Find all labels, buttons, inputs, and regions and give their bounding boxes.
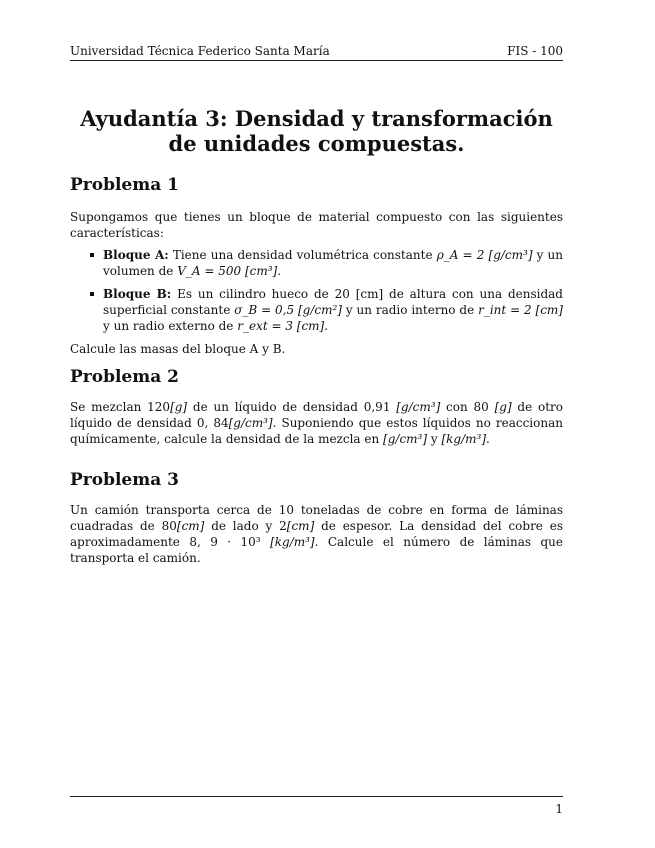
list-item-bloque-a	[70, 247, 563, 279]
bloque-b-text-4: .	[324, 319, 329, 333]
page-header	[70, 44, 563, 58]
problem-3-section	[70, 470, 563, 566]
problem-2-text-1: Se mezclan 120	[70, 400, 171, 414]
problem-3-unit-1: [cm]	[176, 519, 205, 533]
document-title: Ayudantía 3: Densidad y transformación de unidades compuestas.	[80, 106, 553, 156]
list-item-bloque-b	[70, 286, 563, 334]
bloque-b-inner-radius-formula: r_int = 2 [cm]	[478, 303, 563, 317]
problem-2-unit-4: [g/cm³]	[228, 416, 273, 430]
problem-2-text-3: con 80	[440, 400, 495, 414]
problem-3-text-4: . Calcule el número de láminas que transporta el camión.	[70, 535, 563, 565]
bloque-a-text-3: .	[277, 264, 282, 278]
bloque-a-density-formula: ρ_A = 2 [g/cm³]	[436, 248, 533, 262]
problem-3-unit-2: [cm]	[286, 519, 315, 533]
bloque-b-text-1: Es un cilindro hueco de 20 [cm] de altura con una densidad superficial constante	[103, 287, 563, 317]
problem-2-unit-6: [kg/m³]	[441, 432, 487, 446]
problem-2-text-5: . Suponiendo que estos líquidos no reaccionan químicamente, calcule la densidad de la mezcla en	[70, 416, 563, 446]
bloque-b-outer-radius-formula: r_ext = 3 [cm]	[237, 319, 325, 333]
bullet-icon	[90, 292, 94, 296]
problem-2-unit-1: [g]	[170, 400, 188, 414]
bloque-a-text-1: Tiene una densidad volumétrica constante	[172, 248, 437, 262]
bloque-b-label: Bloque B:	[103, 287, 172, 301]
problem-3-text-2: de lado y 2	[204, 519, 287, 533]
problem-1-section	[70, 175, 563, 357]
bloque-a-volume-formula: V_A = 500 [cm³]	[177, 264, 278, 278]
bloque-b-density-formula: σ_B = 0,5 [g/cm²]	[234, 303, 342, 317]
bloque-a-label: Bloque A:	[103, 248, 169, 262]
bullet-icon	[90, 253, 94, 257]
problem-1-list	[70, 247, 563, 334]
problem-1-closing: Calcule las masas del bloque A y B.	[70, 342, 286, 356]
problem-3-heading: Problema 3	[70, 470, 179, 490]
problem-3-unit-3: [kg/m³]	[270, 535, 315, 549]
problem-2-text-2: de un líquido de densidad 0,91	[187, 400, 397, 414]
bloque-b-text-3: y un radio externo de	[103, 319, 238, 333]
bloque-a-text-2: y un volumen de	[103, 248, 564, 278]
header-course-code: FIS - 100	[507, 44, 563, 58]
problem-2-text-7: .	[486, 432, 490, 446]
page-number: 1	[555, 802, 563, 816]
problem-2-unit-5: [g/cm³]	[383, 432, 428, 446]
problem-1-intro: Supongamos que tienes un bloque de material compuesto con las siguientes características:	[70, 210, 563, 240]
footer-rule	[70, 796, 563, 797]
problem-3-text	[70, 502, 563, 566]
header-rule	[70, 60, 563, 61]
problem-2-unit-3: [g]	[494, 400, 512, 414]
problem-2-unit-2: [g/cm³]	[396, 400, 441, 414]
problem-3-text-1: Un camión transporta cerca de 10 toneladas de cobre en forma de láminas cuadradas de 80	[70, 503, 563, 533]
problem-2-text-4: de otro líquido de densidad 0, 84	[70, 400, 563, 430]
header-institution: Universidad Técnica Federico Santa María	[70, 44, 330, 58]
problem-2-heading: Problema 2	[70, 367, 179, 387]
problem-3-text-3: de espesor. La densidad del cobre es aproximadamente 8, 9 · 10³	[70, 519, 563, 549]
problem-2-text	[70, 399, 563, 447]
problem-2-text-6: y	[427, 432, 442, 446]
problem-1-heading: Problema 1	[70, 175, 179, 195]
problem-2-section	[70, 367, 563, 447]
bloque-b-text-2: y un radio interno de	[341, 303, 479, 317]
